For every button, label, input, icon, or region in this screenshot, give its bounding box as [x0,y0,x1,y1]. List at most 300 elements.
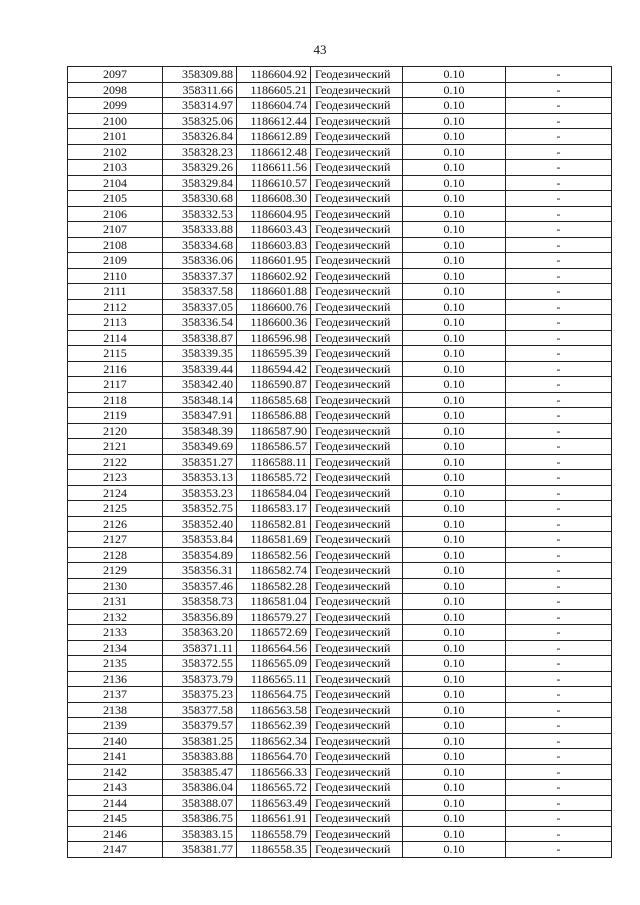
accuracy-cell: 0.10 [403,237,506,253]
accuracy-cell: 0.10 [403,315,506,331]
coord-y-cell: 1186604.95 [237,206,311,222]
table-row [68,485,612,501]
accuracy-cell: 0.10 [403,377,506,393]
table-row [68,749,612,765]
method-cell: Геодезический [311,160,403,176]
table-row [68,687,612,703]
coord-x-cell: 358353.84 [163,532,237,548]
coord-y-cell: 1186611.56 [237,160,311,176]
method-cell: Геодезический [311,144,403,160]
accuracy-cell: 0.10 [403,113,506,129]
table-row [68,67,612,83]
coord-x-cell: 358383.88 [163,749,237,765]
coord-y-cell: 1186595.39 [237,346,311,362]
coord-x-cell: 358337.37 [163,268,237,284]
accuracy-cell: 0.10 [403,253,506,269]
method-cell: Геодезический [311,330,403,346]
table-row [68,129,612,145]
point-number-cell: 2121 [68,439,163,455]
note-cell: - [506,222,612,238]
method-cell: Геодезический [311,361,403,377]
method-cell: Геодезический [311,501,403,517]
coord-y-cell: 1186584.04 [237,485,311,501]
coord-x-cell: 358383.15 [163,826,237,842]
point-number-cell: 2097 [68,67,163,83]
table-row [68,113,612,129]
accuracy-cell: 0.10 [403,175,506,191]
note-cell: - [506,377,612,393]
coord-x-cell: 358326.84 [163,129,237,145]
accuracy-cell: 0.10 [403,594,506,610]
method-cell: Геодезический [311,764,403,780]
method-cell: Геодезический [311,284,403,300]
method-cell: Геодезический [311,702,403,718]
note-cell: - [506,454,612,470]
coord-y-cell: 1186600.76 [237,299,311,315]
note-cell: - [506,82,612,98]
table-row [68,811,612,827]
point-number-cell: 2134 [68,640,163,656]
coord-y-cell: 1186604.92 [237,67,311,83]
coord-x-cell: 358357.46 [163,578,237,594]
accuracy-cell: 0.10 [403,144,506,160]
coord-x-cell: 358328.23 [163,144,237,160]
note-cell: - [506,206,612,222]
point-number-cell: 2130 [68,578,163,594]
method-cell: Геодезический [311,113,403,129]
coord-x-cell: 358371.11 [163,640,237,656]
method-cell: Геодезический [311,516,403,532]
coord-y-cell: 1186588.11 [237,454,311,470]
point-number-cell: 2142 [68,764,163,780]
coord-x-cell: 358337.05 [163,299,237,315]
coord-y-cell: 1186601.88 [237,284,311,300]
accuracy-cell: 0.10 [403,795,506,811]
accuracy-cell: 0.10 [403,718,506,734]
coord-x-cell: 358381.77 [163,842,237,858]
note-cell: - [506,780,612,796]
coord-y-cell: 1186612.89 [237,129,311,145]
table-row [68,702,612,718]
method-cell: Геодезический [311,687,403,703]
coord-x-cell: 358356.89 [163,609,237,625]
table-row [68,532,612,548]
method-cell: Геодезический [311,656,403,672]
coord-x-cell: 358337.58 [163,284,237,300]
method-cell: Геодезический [311,315,403,331]
note-cell: - [506,67,612,83]
note-cell: - [506,532,612,548]
point-number-cell: 2103 [68,160,163,176]
method-cell: Геодезический [311,222,403,238]
method-cell: Геодезический [311,609,403,625]
coord-x-cell: 358381.25 [163,733,237,749]
note-cell: - [506,439,612,455]
coord-y-cell: 1186562.39 [237,718,311,734]
point-number-cell: 2143 [68,780,163,796]
coord-y-cell: 1186590.87 [237,377,311,393]
coord-x-cell: 358338.87 [163,330,237,346]
coord-y-cell: 1186604.74 [237,98,311,114]
coord-y-cell: 1186582.74 [237,563,311,579]
coord-x-cell: 358336.06 [163,253,237,269]
method-cell: Геодезический [311,67,403,83]
accuracy-cell: 0.10 [403,547,506,563]
accuracy-cell: 0.10 [403,842,506,858]
note-cell: - [506,702,612,718]
coord-x-cell: 358329.26 [163,160,237,176]
point-number-cell: 2105 [68,191,163,207]
point-number-cell: 2131 [68,594,163,610]
point-number-cell: 2102 [68,144,163,160]
method-cell: Геодезический [311,547,403,563]
note-cell: - [506,625,612,641]
method-cell: Геодезический [311,439,403,455]
coord-y-cell: 1186582.81 [237,516,311,532]
table-row [68,516,612,532]
accuracy-cell: 0.10 [403,423,506,439]
coord-y-cell: 1186603.43 [237,222,311,238]
coord-y-cell: 1186612.44 [237,113,311,129]
coord-x-cell: 358348.14 [163,392,237,408]
note-cell: - [506,826,612,842]
point-number-cell: 2108 [68,237,163,253]
coord-y-cell: 1186587.90 [237,423,311,439]
point-number-cell: 2106 [68,206,163,222]
coord-x-cell: 358354.89 [163,547,237,563]
method-cell: Геодезический [311,346,403,362]
accuracy-cell: 0.10 [403,439,506,455]
accuracy-cell: 0.10 [403,206,506,222]
method-cell: Геодезический [311,640,403,656]
coord-x-cell: 358358.73 [163,594,237,610]
point-number-cell: 2126 [68,516,163,532]
accuracy-cell: 0.10 [403,516,506,532]
coord-y-cell: 1186566.33 [237,764,311,780]
accuracy-cell: 0.10 [403,609,506,625]
coord-x-cell: 358356.31 [163,563,237,579]
point-number-cell: 2112 [68,299,163,315]
coord-x-cell: 358373.79 [163,671,237,687]
coord-y-cell: 1186572.69 [237,625,311,641]
point-number-cell: 2146 [68,826,163,842]
note-cell: - [506,656,612,672]
table-row [68,656,612,672]
method-cell: Геодезический [311,563,403,579]
table-row [68,795,612,811]
note-cell: - [506,330,612,346]
accuracy-cell: 0.10 [403,82,506,98]
coord-x-cell: 358377.58 [163,702,237,718]
accuracy-cell: 0.10 [403,640,506,656]
table-row [68,206,612,222]
point-number-cell: 2116 [68,361,163,377]
method-cell: Геодезический [311,423,403,439]
table-row [68,377,612,393]
table-row [68,144,612,160]
note-cell: - [506,144,612,160]
table-row [68,780,612,796]
note-cell: - [506,361,612,377]
accuracy-cell: 0.10 [403,191,506,207]
coord-x-cell: 358332.53 [163,206,237,222]
table-row [68,160,612,176]
table-row [68,439,612,455]
method-cell: Геодезический [311,671,403,687]
accuracy-cell: 0.10 [403,268,506,284]
accuracy-cell: 0.10 [403,160,506,176]
coord-y-cell: 1186581.04 [237,594,311,610]
method-cell: Геодезический [311,392,403,408]
point-number-cell: 2104 [68,175,163,191]
point-number-cell: 2118 [68,392,163,408]
table-row [68,454,612,470]
point-number-cell: 2098 [68,82,163,98]
note-cell: - [506,268,612,284]
method-cell: Геодезический [311,826,403,842]
coord-y-cell: 1186579.27 [237,609,311,625]
coord-y-cell: 1186565.09 [237,656,311,672]
coord-y-cell: 1186564.56 [237,640,311,656]
accuracy-cell: 0.10 [403,470,506,486]
point-number-cell: 2144 [68,795,163,811]
accuracy-cell: 0.10 [403,687,506,703]
accuracy-cell: 0.10 [403,129,506,145]
note-cell: - [506,253,612,269]
coord-x-cell: 358353.23 [163,485,237,501]
accuracy-cell: 0.10 [403,671,506,687]
method-cell: Геодезический [311,749,403,765]
point-number-cell: 2110 [68,268,163,284]
coord-x-cell: 358375.23 [163,687,237,703]
method-cell: Геодезический [311,175,403,191]
method-cell: Геодезический [311,206,403,222]
note-cell: - [506,160,612,176]
coord-x-cell: 358347.91 [163,408,237,424]
coord-y-cell: 1186565.72 [237,780,311,796]
coord-x-cell: 358353.13 [163,470,237,486]
accuracy-cell: 0.10 [403,361,506,377]
point-number-cell: 2129 [68,563,163,579]
note-cell: - [506,563,612,579]
note-cell: - [506,284,612,300]
note-cell: - [506,671,612,687]
point-number-cell: 2123 [68,470,163,486]
coord-y-cell: 1186605.21 [237,82,311,98]
note-cell: - [506,423,612,439]
method-cell: Геодезический [311,268,403,284]
note-cell: - [506,516,612,532]
note-cell: - [506,733,612,749]
note-cell: - [506,640,612,656]
table-row [68,470,612,486]
point-number-cell: 2135 [68,656,163,672]
coord-y-cell: 1186586.57 [237,439,311,455]
note-cell: - [506,346,612,362]
method-cell: Геодезический [311,377,403,393]
note-cell: - [506,315,612,331]
coord-y-cell: 1186586.88 [237,408,311,424]
coord-y-cell: 1186610.57 [237,175,311,191]
coord-y-cell: 1186594.42 [237,361,311,377]
coord-y-cell: 1186600.36 [237,315,311,331]
accuracy-cell: 0.10 [403,330,506,346]
accuracy-cell: 0.10 [403,485,506,501]
point-number-cell: 2127 [68,532,163,548]
accuracy-cell: 0.10 [403,532,506,548]
note-cell: - [506,129,612,145]
table-row [68,284,612,300]
coord-x-cell: 358352.40 [163,516,237,532]
table-row [68,408,612,424]
coord-y-cell: 1186585.68 [237,392,311,408]
note-cell: - [506,795,612,811]
coord-x-cell: 358339.44 [163,361,237,377]
accuracy-cell: 0.10 [403,733,506,749]
coord-x-cell: 358372.55 [163,656,237,672]
table-row [68,330,612,346]
table-row [68,98,612,114]
note-cell: - [506,299,612,315]
method-cell: Геодезический [311,299,403,315]
table-row [68,764,612,780]
method-cell: Геодезический [311,454,403,470]
accuracy-cell: 0.10 [403,656,506,672]
coord-x-cell: 358311.66 [163,82,237,98]
accuracy-cell: 0.10 [403,284,506,300]
point-number-cell: 2117 [68,377,163,393]
table-row [68,237,612,253]
table-row [68,82,612,98]
table-row [68,361,612,377]
table-row [68,315,612,331]
point-number-cell: 2125 [68,501,163,517]
accuracy-cell: 0.10 [403,764,506,780]
note-cell: - [506,98,612,114]
coord-y-cell: 1186585.72 [237,470,311,486]
coord-y-cell: 1186564.75 [237,687,311,703]
note-cell: - [506,594,612,610]
note-cell: - [506,749,612,765]
point-number-cell: 2120 [68,423,163,439]
accuracy-cell: 0.10 [403,749,506,765]
note-cell: - [506,485,612,501]
coord-y-cell: 1186562.34 [237,733,311,749]
table-row [68,268,612,284]
table-row [68,718,612,734]
point-number-cell: 2107 [68,222,163,238]
point-number-cell: 2136 [68,671,163,687]
accuracy-cell: 0.10 [403,780,506,796]
coord-x-cell: 358336.54 [163,315,237,331]
note-cell: - [506,764,612,780]
coord-y-cell: 1186583.17 [237,501,311,517]
coord-y-cell: 1186563.58 [237,702,311,718]
note-cell: - [506,842,612,858]
point-number-cell: 2111 [68,284,163,300]
point-number-cell: 2124 [68,485,163,501]
coord-x-cell: 358363.20 [163,625,237,641]
table-row [68,671,612,687]
accuracy-cell: 0.10 [403,826,506,842]
method-cell: Геодезический [311,129,403,145]
coord-y-cell: 1186612.48 [237,144,311,160]
accuracy-cell: 0.10 [403,702,506,718]
table-row [68,346,612,362]
method-cell: Геодезический [311,98,403,114]
accuracy-cell: 0.10 [403,67,506,83]
point-number-cell: 2145 [68,811,163,827]
accuracy-cell: 0.10 [403,501,506,517]
method-cell: Геодезический [311,733,403,749]
point-number-cell: 2132 [68,609,163,625]
method-cell: Геодезический [311,191,403,207]
method-cell: Геодезический [311,594,403,610]
coord-x-cell: 358330.68 [163,191,237,207]
coord-y-cell: 1186602.92 [237,268,311,284]
table-row [68,392,612,408]
point-number-cell: 2138 [68,702,163,718]
point-number-cell: 2128 [68,547,163,563]
note-cell: - [506,237,612,253]
coord-x-cell: 358309.88 [163,67,237,83]
note-cell: - [506,175,612,191]
coord-x-cell: 358388.07 [163,795,237,811]
note-cell: - [506,501,612,517]
point-number-cell: 2147 [68,842,163,858]
point-number-cell: 2100 [68,113,163,129]
coord-y-cell: 1186603.83 [237,237,311,253]
note-cell: - [506,687,612,703]
coord-y-cell: 1186596.98 [237,330,311,346]
coord-y-cell: 1186563.49 [237,795,311,811]
point-number-cell: 2137 [68,687,163,703]
note-cell: - [506,578,612,594]
point-number-cell: 2140 [68,733,163,749]
note-cell: - [506,470,612,486]
method-cell: Геодезический [311,408,403,424]
table-row [68,733,612,749]
coord-x-cell: 358334.68 [163,237,237,253]
accuracy-cell: 0.10 [403,98,506,114]
method-cell: Геодезический [311,578,403,594]
point-number-cell: 2109 [68,253,163,269]
coord-y-cell: 1186558.35 [237,842,311,858]
coord-x-cell: 358339.35 [163,346,237,362]
note-cell: - [506,609,612,625]
accuracy-cell: 0.10 [403,346,506,362]
table-row [68,640,612,656]
table-row [68,501,612,517]
method-cell: Геодезический [311,485,403,501]
note-cell: - [506,408,612,424]
table-row [68,842,612,858]
method-cell: Геодезический [311,795,403,811]
method-cell: Геодезический [311,842,403,858]
coord-x-cell: 358386.75 [163,811,237,827]
coord-x-cell: 358385.47 [163,764,237,780]
table-row [68,826,612,842]
method-cell: Геодезический [311,532,403,548]
table-row [68,191,612,207]
coord-y-cell: 1186565.11 [237,671,311,687]
coord-y-cell: 1186601.95 [237,253,311,269]
coord-y-cell: 1186582.28 [237,578,311,594]
point-number-cell: 2114 [68,330,163,346]
method-cell: Геодезический [311,82,403,98]
coord-x-cell: 358325.06 [163,113,237,129]
accuracy-cell: 0.10 [403,454,506,470]
